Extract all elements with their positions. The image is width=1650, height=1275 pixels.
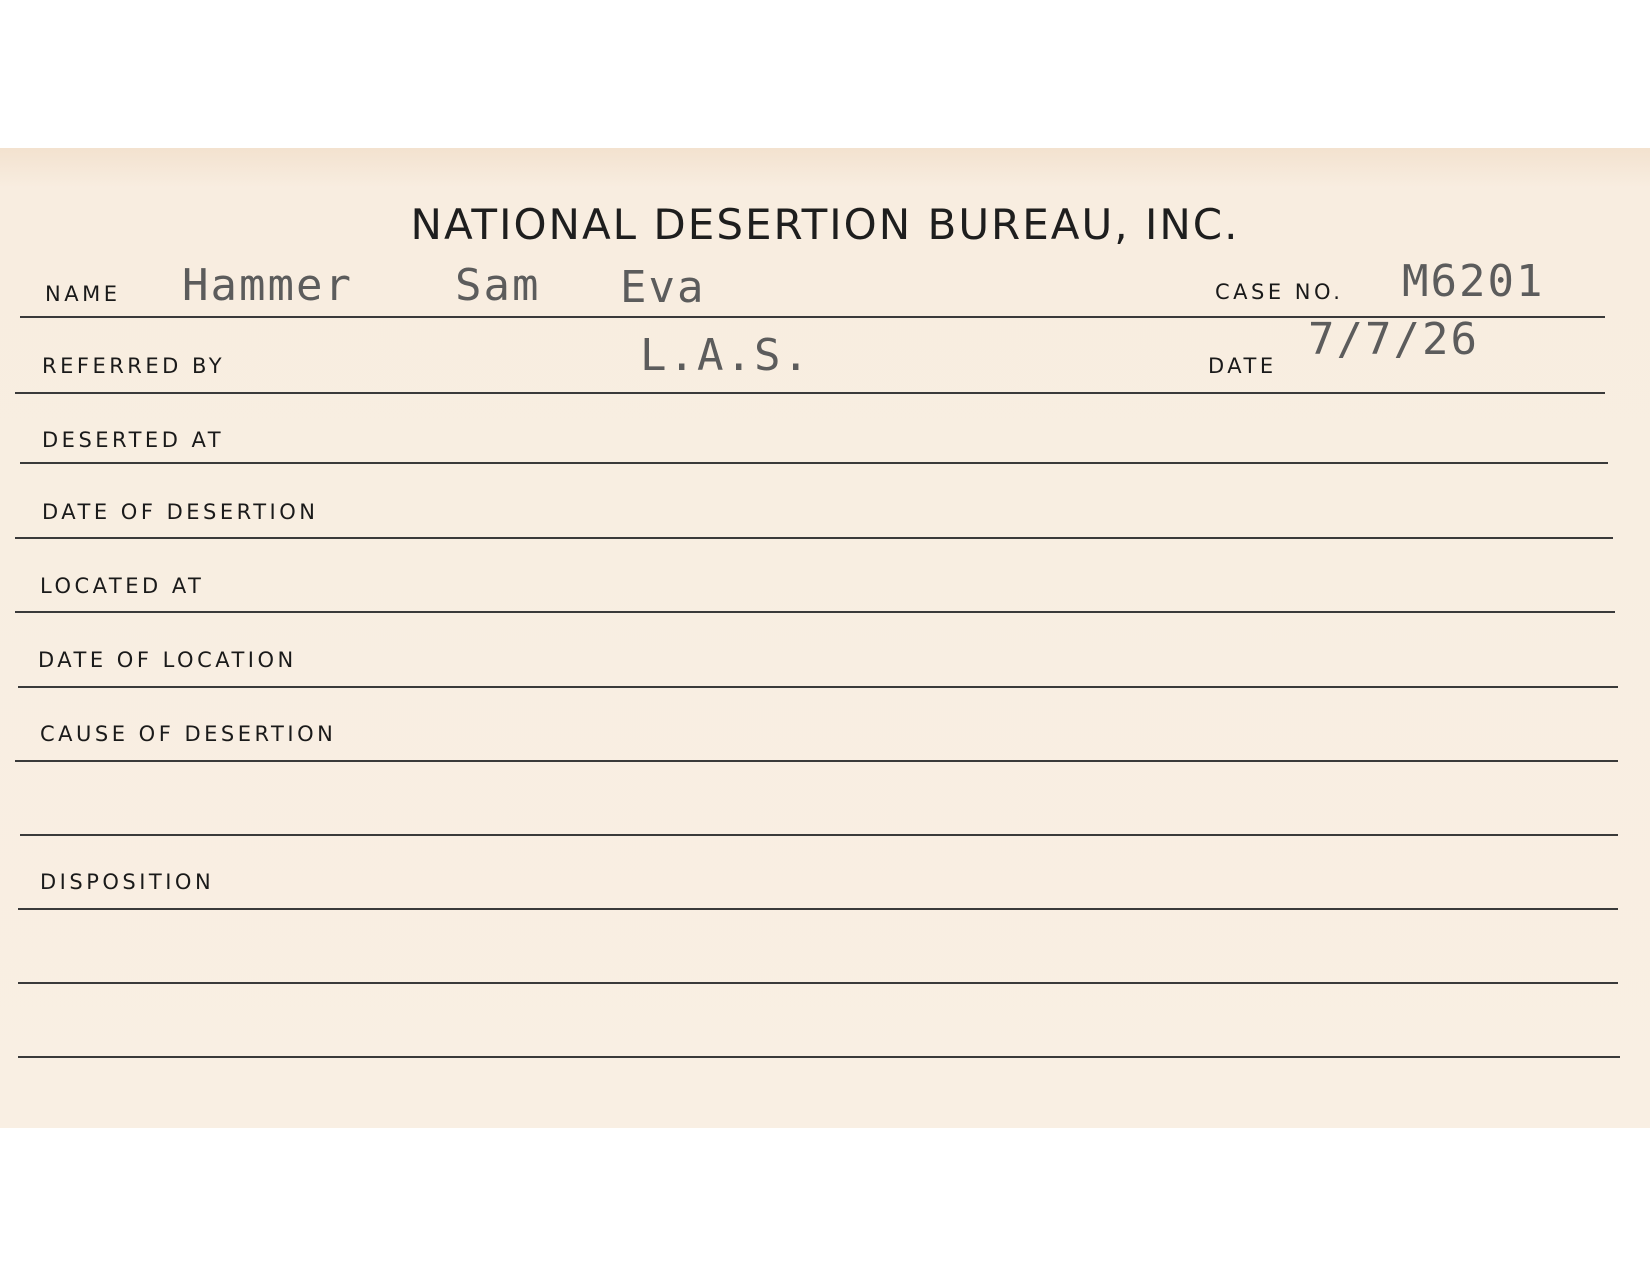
cause-of-desertion-label: CAUSE OF DESERTION bbox=[40, 722, 337, 746]
date-label: DATE bbox=[1208, 354, 1277, 378]
deserted-at-line bbox=[20, 462, 1608, 464]
date-of-location-label: DATE OF LOCATION bbox=[38, 648, 297, 672]
card-title: NATIONAL DESERTION BUREAU, INC. bbox=[410, 200, 1240, 249]
name-label: NAME bbox=[45, 282, 121, 306]
date-of-desertion-label: DATE OF DESERTION bbox=[42, 500, 319, 524]
cause-of-desertion-line bbox=[15, 760, 1618, 762]
record-card bbox=[0, 148, 1650, 1128]
case-no-value: M6201 bbox=[1402, 256, 1545, 307]
disposition-line-3 bbox=[18, 1056, 1620, 1058]
name-surname-value: Hammer bbox=[182, 260, 353, 311]
referred-by-label: REFERRED BY bbox=[42, 354, 226, 378]
disposition-line-2 bbox=[18, 982, 1618, 984]
name-first-value: Sam bbox=[455, 260, 541, 311]
date-of-location-line bbox=[18, 686, 1618, 688]
disposition-label: DISPOSITION bbox=[40, 870, 215, 894]
name-second-value: Eva bbox=[620, 262, 706, 313]
located-at-label: LOCATED AT bbox=[40, 574, 205, 598]
referred-by-value: L.A.S. bbox=[640, 330, 811, 381]
deserted-at-label: DESERTED AT bbox=[42, 428, 225, 452]
cause-of-desertion-line-2 bbox=[20, 834, 1618, 836]
disposition-line bbox=[18, 908, 1618, 910]
referred-by-line bbox=[15, 392, 1605, 394]
date-value: 7/7/26 bbox=[1308, 314, 1479, 365]
date-of-desertion-line bbox=[15, 537, 1613, 539]
case-no-label: CASE NO. bbox=[1215, 280, 1344, 304]
located-at-line bbox=[15, 611, 1615, 613]
